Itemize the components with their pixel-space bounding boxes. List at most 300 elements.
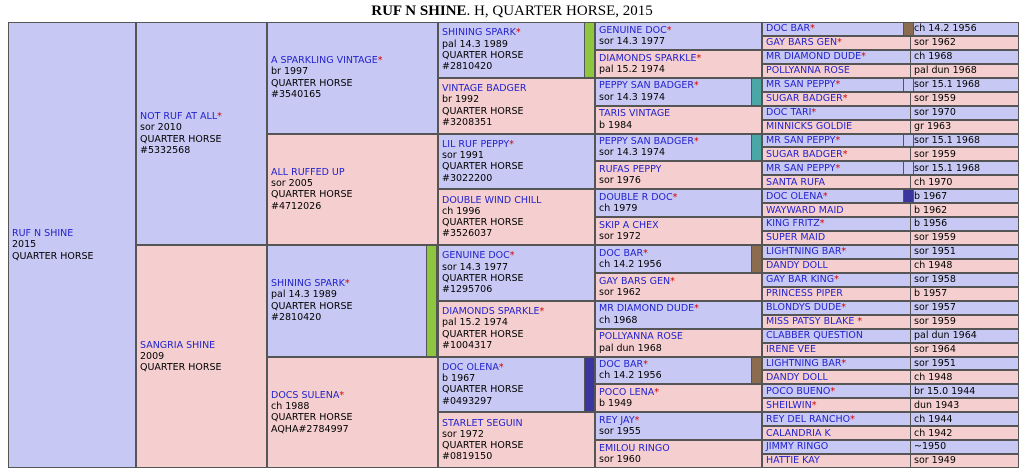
horse-name-line: [599, 248, 758, 259]
ancestor-breed: QUARTER HORSE: [140, 362, 222, 374]
horse-name-line: [599, 136, 758, 147]
coat-color-strip: [903, 161, 914, 175]
horse-name-line: [766, 149, 848, 160]
ancestor-color-year: ch 1944: [910, 413, 1018, 425]
ancestor-color-year: sor 1955: [599, 426, 641, 438]
horse-name-link[interactable]: MINNICKS GOLDIE: [766, 120, 853, 132]
gen6-row: [766, 330, 1018, 342]
ancestor-color-year: pal 14.3 1989: [442, 38, 508, 50]
pedigree-chart: [0, 22, 1024, 468]
gen5-ancestor-cell: [595, 440, 762, 468]
great-grandparent-cell: [438, 412, 595, 468]
ancestor-reg-number: #3540165: [271, 89, 322, 101]
horse-name-line: [442, 27, 591, 38]
horse-name-link[interactable]: POCO LENA: [599, 387, 655, 399]
horse-name-link[interactable]: DOC TARI: [766, 106, 812, 118]
registered-star: *: [344, 278, 350, 290]
ancestor-color-year: sor 1960: [599, 454, 641, 466]
registered-star: *: [634, 414, 640, 426]
ancestor-breed: QUARTER HORSE: [442, 49, 524, 61]
ancestor-reg-number: #2810420: [271, 312, 322, 324]
ancestor-info: [442, 195, 591, 240]
ancestor-color-year: sor 1959: [910, 148, 1018, 160]
horse-name-line: [766, 386, 835, 397]
horse-name-line: [766, 414, 855, 425]
horse-name-line: [766, 93, 848, 104]
ancestor-reg-number: #0819150: [442, 451, 493, 463]
ancestor-color-year: ch 1948: [910, 260, 1018, 272]
horse-name-line: [442, 250, 591, 261]
horse-name-line: [442, 83, 591, 94]
horse-name-line: [766, 246, 846, 257]
horse-name-line: [766, 191, 828, 202]
gen6-row: [766, 344, 1018, 356]
horse-name-link[interactable]: DIAMONDS SPARKLE: [442, 306, 540, 318]
horse-name-link[interactable]: DOC BAR: [599, 359, 644, 371]
registered-star: *: [377, 55, 383, 67]
ancestor-color-year: br 1997: [271, 66, 309, 78]
registered-star: *: [693, 136, 699, 148]
horse-name-link[interactable]: REY JAY: [599, 414, 635, 426]
horse-name-link[interactable]: DANDY DOLL: [766, 260, 828, 272]
coat-color-strip: [903, 78, 914, 92]
horse-name-link[interactable]: GAY BARS GEN: [599, 275, 671, 287]
horse-name-link[interactable]: CLABBER QUESTION: [766, 329, 863, 341]
ancestor-color-year: b 1957: [910, 288, 1018, 300]
ancestor-color-year: sor 1949: [910, 455, 1018, 467]
horse-name-line: [599, 80, 758, 91]
horse-name-link[interactable]: MR DIAMOND DUDE: [766, 51, 862, 63]
horse-name-line: [766, 205, 844, 216]
horse-name-line: [599, 359, 758, 370]
ancestor-reg-number: #3526037: [442, 228, 493, 240]
horse-name-link[interactable]: POCO BUENO: [766, 385, 831, 397]
gen6-ancestor-cell: [762, 64, 1019, 78]
horse-name-link[interactable]: VINTAGE BADGER: [442, 83, 527, 95]
ancestor-color-year: ch 1988: [271, 400, 310, 412]
horse-name-link[interactable]: PRINCESS PIPER: [766, 288, 843, 300]
horse-name-line: [271, 278, 434, 289]
registered-star: *: [811, 106, 817, 118]
horse-name-line: [271, 390, 434, 401]
registered-star: *: [696, 52, 702, 64]
ancestor-color-year: b 1949: [599, 398, 633, 410]
horse-name-link[interactable]: SHINING SPARK: [271, 278, 345, 290]
registered-star: *: [837, 37, 842, 49]
horse-name-line: [766, 372, 828, 383]
horse-name-line: [442, 195, 591, 206]
gen6-row: [766, 413, 1018, 425]
horse-name-link[interactable]: DANDY DOLL: [766, 371, 828, 383]
ancestor-color-year: sor 1959: [910, 93, 1018, 105]
horse-name-link[interactable]: RUF N SHINE: [12, 228, 74, 240]
ancestor-reg-number: #5332568: [140, 144, 191, 156]
coat-color-strip: [903, 134, 914, 148]
horse-name-line: [599, 192, 758, 203]
horse-name-line: [12, 228, 132, 239]
horse-name-link[interactable]: DOC BAR: [766, 23, 811, 35]
gen6-row: [766, 107, 1018, 119]
gen5-ancestor-cell: [595, 78, 762, 106]
sire-dam-cell: [136, 22, 267, 245]
registered-star: *: [672, 191, 678, 203]
horse-name-line: [442, 306, 591, 317]
ancestor-color-year: sor 1951: [910, 246, 1018, 258]
ancestor-color-year: ch 1996: [442, 205, 481, 217]
gen6-row: [766, 371, 1018, 383]
coat-color-strip: [426, 245, 437, 357]
registered-star: *: [509, 138, 514, 150]
coat-color-strip: [751, 357, 762, 385]
ancestor-color-year: sor 1959: [910, 316, 1018, 328]
horse-name-line: [599, 443, 758, 454]
ancestor-color-year: br 15.0 1944: [910, 385, 1018, 397]
ancestor-color-year: b 1967: [910, 190, 1018, 202]
ancestor-info: [442, 362, 591, 407]
horse-name-link[interactable]: SUGAR BADGER: [766, 93, 843, 104]
title-horse-name: RUF N SHINE: [371, 3, 467, 19]
ancestor-reg-number: #1295706: [442, 284, 493, 296]
gen6-row: [766, 455, 1018, 467]
gen6-ancestor-cell: [762, 384, 1019, 398]
gen6-ancestor-cell: [762, 301, 1019, 315]
ancestor-info: [442, 27, 591, 72]
ancestor-color-year: pal 15.2 1974: [599, 63, 665, 75]
gen6-ancestor-cell: [762, 454, 1019, 468]
horse-name-line: [140, 111, 263, 122]
ancestor-color-year: ch 14.2 1956: [910, 23, 1018, 35]
horse-name-link[interactable]: MR SAN PEPPY: [766, 162, 836, 174]
horse-name-line: [766, 316, 862, 327]
gen6-ancestor-cell: [762, 50, 1019, 64]
great-grandparent-cell: [438, 22, 595, 78]
ancestor-color-year: sor 1958: [910, 274, 1018, 286]
horse-name-link[interactable]: MR SAN PEPPY: [766, 134, 836, 146]
registered-star: *: [835, 162, 841, 174]
gen6-ancestor-cell: [762, 189, 1019, 203]
horse-name-link[interactable]: STARLET SEGUIN: [442, 417, 523, 429]
gen6-ancestor-cell: [762, 398, 1019, 412]
registered-star: *: [217, 110, 222, 122]
horse-name-line: [442, 139, 591, 150]
registered-star: *: [842, 93, 848, 104]
horse-name-link[interactable]: TARIS VINTAGE: [599, 108, 671, 120]
ancestor-breed: QUARTER HORSE: [442, 161, 524, 173]
gen6-row: [766, 246, 1018, 258]
registered-star: *: [819, 218, 825, 230]
gen5-ancestor-cell: [595, 134, 762, 162]
horse-name-link[interactable]: WAYWARD MAID: [766, 204, 844, 216]
gen6-ancestor-cell: [762, 92, 1019, 106]
horse-name-link[interactable]: MISS PATSY BLAKE: [766, 316, 855, 327]
ancestor-color-year: sor 14.3 1974: [599, 147, 666, 159]
ancestor-color-year: 2009: [140, 350, 165, 362]
ancestor-info: [271, 278, 434, 323]
gen6-row: [766, 162, 1018, 174]
ancestor-breed: QUARTER HORSE: [442, 217, 524, 229]
horse-name-line: [599, 415, 758, 426]
ancestor-color-year: sor 15.1 1968: [910, 79, 1018, 91]
gen6-row: [766, 385, 1018, 397]
horse-name-link[interactable]: A SPARKLING VINTAGE: [271, 55, 378, 67]
coat-color-strip: [751, 134, 762, 162]
gen5-ancestor-cell: [595, 50, 762, 78]
great-grandparent-cell: [438, 78, 595, 134]
registered-star: *: [822, 190, 828, 202]
registered-star: *: [643, 359, 648, 371]
ancestor-reg-number: #3022200: [442, 172, 493, 184]
ancestor-color-year: b 1967: [442, 373, 476, 385]
horse-name-line: [766, 232, 825, 243]
ancestor-color-year: sor 1972: [442, 428, 484, 440]
registered-star: *: [841, 302, 847, 314]
gen6-row: [766, 260, 1018, 272]
gen6-row: [766, 274, 1018, 286]
registered-star: *: [841, 246, 847, 258]
gen6-ancestor-cell: [762, 231, 1019, 245]
horse-name-link[interactable]: SUGAR BADGER: [766, 148, 843, 160]
gen6-ancestor-cell: [762, 412, 1019, 426]
horse-name-link[interactable]: DOC OLENA: [442, 361, 499, 373]
gen6-row: [766, 51, 1018, 63]
horse-name-line: [766, 121, 852, 132]
gen5-ancestor-cell: [595, 384, 762, 412]
gen6-ancestor-cell: [762, 273, 1019, 287]
horse-name-link[interactable]: REY DEL RANCHO: [766, 413, 851, 425]
ancestor-color-year: ch 1968: [910, 51, 1018, 63]
ancestor-color-year: sor 1972: [599, 231, 641, 243]
horse-name-link[interactable]: HATTIE KAY: [766, 455, 820, 467]
ancestor-info: [442, 83, 591, 128]
horse-name-link[interactable]: LIGHTNING BAR: [766, 246, 842, 258]
horse-name-line: [599, 108, 758, 119]
horse-name-link[interactable]: LIGHTNING BAR: [766, 357, 842, 369]
ancestor-color-year: sor 1970: [910, 107, 1018, 119]
horse-name-link[interactable]: DIAMONDS SPARKLE: [599, 52, 697, 64]
horse-name-line: [766, 135, 840, 146]
coat-color-strip: [584, 357, 595, 413]
gen6-ancestor-cell: [762, 370, 1019, 384]
ancestor-color-year: sor 1962: [910, 37, 1018, 49]
gen6-ancestor-cell: [762, 329, 1019, 343]
coat-color-strip: [903, 22, 914, 36]
registered-star: *: [861, 51, 866, 63]
horse-name-line: [766, 274, 839, 285]
horse-name-link[interactable]: MR DIAMOND DUDE: [599, 303, 695, 315]
horse-name-link[interactable]: SHINING SPARK: [442, 27, 516, 39]
grandparent-cell: [267, 357, 438, 468]
gen6-ancestor-cell: [762, 217, 1019, 231]
horse-name-line: [766, 51, 866, 62]
horse-name-line: [766, 65, 850, 76]
horse-name-link[interactable]: DOC OLENA: [766, 190, 823, 202]
horse-name-link[interactable]: JIMMY RINGO: [766, 441, 829, 453]
horse-name-link[interactable]: GENUINE DOC: [599, 24, 667, 36]
horse-name-line: [599, 25, 758, 36]
horse-name-link[interactable]: GAY BAR KING: [766, 274, 835, 286]
ancestor-color-year: sor 1957: [910, 302, 1018, 314]
registered-star: *: [694, 303, 699, 315]
page-title: [0, 0, 1024, 22]
gen6-ancestor-cell: [762, 203, 1019, 217]
gen6-ancestor-cell: [762, 287, 1019, 301]
horse-name-link[interactable]: KING FRITZ: [766, 218, 820, 230]
ancestor-breed: QUARTER HORSE: [442, 384, 524, 396]
horse-name-link[interactable]: PEPPY SAN BADGER: [599, 80, 694, 92]
ancestor-color-year: pal 14.3 1989: [271, 289, 337, 301]
gen6-row: [766, 288, 1018, 300]
horse-name-line: [766, 400, 816, 411]
horse-name-line: [766, 23, 815, 34]
gen6-row: [766, 441, 1018, 453]
horse-name-link[interactable]: SKIP A CHEX: [599, 219, 659, 231]
gen6-ancestor-cell: [762, 78, 1019, 92]
gen5-ancestor-cell: [595, 161, 762, 189]
gen6-ancestor-cell: [762, 161, 1019, 175]
horse-name-link[interactable]: CALANDRIA K: [766, 427, 831, 439]
horse-name-link[interactable]: BLONDYS DUDE: [766, 302, 842, 314]
horse-name-line: [766, 37, 842, 48]
ancestor-color-year: ~1950: [910, 441, 1018, 453]
horse-name-link[interactable]: SANGRIA SHINE: [140, 339, 216, 351]
ancestor-breed: QUARTER HORSE: [442, 105, 524, 117]
horse-name-link[interactable]: GENUINE DOC: [442, 250, 510, 262]
subject-horse-cell: [8, 22, 136, 468]
gen6-row: [766, 148, 1018, 160]
horse-name-link[interactable]: POLLYANNA ROSE: [599, 331, 683, 343]
grandparent-cell: [267, 134, 438, 246]
horse-name-line: [766, 218, 824, 229]
gen6-row: [766, 316, 1018, 328]
registered-star: *: [810, 23, 815, 35]
ancestor-color-year: ch 14.2 1956: [599, 258, 662, 270]
grandparent-cell: [267, 22, 438, 134]
horse-name-line: [766, 344, 816, 355]
ancestor-color-year: ch 1979: [599, 203, 638, 215]
ancestor-reg-number: AQHA#2784997: [271, 423, 349, 435]
horse-name-line: [766, 455, 820, 466]
ancestor-breed: QUARTER HORSE: [271, 77, 353, 89]
horse-name-link[interactable]: PEPPY SAN BADGER: [599, 136, 694, 148]
registered-star: *: [509, 250, 515, 262]
registered-star: *: [830, 385, 836, 397]
ancestor-reg-number: #1004317: [442, 339, 493, 351]
ancestor-info: [271, 390, 434, 435]
gen6-ancestor-cell: [762, 245, 1019, 259]
horse-name-link[interactable]: EMILOU RINGO: [599, 442, 670, 454]
horse-name-line: [442, 362, 591, 373]
ancestor-color-year: sor 1976: [599, 175, 641, 187]
registered-star: *: [850, 413, 855, 425]
horse-name-link[interactable]: DOCS SULENA: [271, 389, 340, 401]
horse-name-link[interactable]: RUFAS PEPPY: [599, 164, 662, 176]
ancestor-color-year: sor 14.3 1977: [442, 261, 509, 273]
gen6-row: [766, 37, 1018, 49]
ancestor-color-year: sor 15.1 1968: [910, 135, 1018, 147]
horse-name-line: [599, 164, 758, 175]
horse-name-link[interactable]: DOUBLE WIND CHILL: [442, 194, 542, 206]
horse-name-link[interactable]: IRENE VEE: [766, 343, 817, 355]
gen6-ancestor-cell: [762, 343, 1019, 357]
horse-name-line: [140, 340, 263, 351]
horse-name-link[interactable]: DOC BAR: [599, 247, 644, 259]
registered-star: *: [842, 148, 848, 160]
ancestor-color-year: sor 1964: [910, 344, 1018, 356]
gen5-ancestor-cell: [595, 412, 762, 440]
ancestor-color-year: sor 1959: [910, 232, 1018, 244]
ancestor-color-year: b 1956: [910, 218, 1018, 230]
horse-name-line: [271, 55, 434, 66]
gen6-ancestor-cell: [762, 315, 1019, 329]
horse-name-line: [599, 276, 758, 287]
gen6-row: [766, 135, 1018, 147]
horse-name-line: [599, 331, 758, 342]
horse-name-link[interactable]: DOUBLE R DOC: [599, 191, 673, 203]
horse-name-link[interactable]: POLLYANNA ROSE: [766, 65, 850, 77]
horse-name-link[interactable]: LIL RUF PEPPY: [442, 138, 510, 150]
horse-name-link[interactable]: NOT RUF AT ALL: [140, 110, 218, 122]
great-grandparent-cell: [438, 189, 595, 245]
gen6-ancestor-cell: [762, 259, 1019, 273]
horse-name-line: [766, 163, 840, 174]
registered-star: *: [643, 247, 648, 259]
gen6-row: [766, 358, 1018, 370]
gen5-ancestor-cell: [595, 217, 762, 245]
registered-star: *: [841, 357, 847, 369]
great-grandparent-cell: [438, 134, 595, 190]
ancestor-reg-number: #0493297: [442, 395, 493, 407]
gen5-ancestor-cell: [595, 106, 762, 134]
great-grandparent-cell: [438, 245, 595, 301]
horse-name-link[interactable]: MR SAN PEPPY: [766, 79, 836, 91]
horse-name-line: [766, 107, 816, 118]
horse-name-link[interactable]: GAY BARS GEN: [766, 37, 838, 49]
ancestor-info: [140, 111, 263, 156]
ancestor-info: [442, 139, 591, 184]
registered-star: *: [834, 274, 839, 286]
horse-name-link[interactable]: SUPER MAID: [766, 232, 826, 244]
ancestor-reg-number: #2810420: [442, 61, 493, 73]
horse-name-link[interactable]: ALL RUFFED UP: [271, 166, 345, 178]
registered-star: *: [835, 79, 841, 91]
ancestor-info: [271, 55, 434, 100]
gen6-ancestor-cell: [762, 357, 1019, 371]
gen6-ancestor-cell: [762, 440, 1019, 454]
title-rest: . H, QUARTER HORSE, 2015: [466, 3, 653, 19]
horse-name-link[interactable]: SANTA RUFA: [766, 176, 826, 188]
ancestor-color-year: ch 1948: [910, 371, 1018, 383]
registered-star: *: [666, 24, 672, 36]
horse-name-link[interactable]: SHEILWIN: [766, 399, 812, 411]
gen6-row: [766, 204, 1018, 216]
ancestor-color-year: sor 1962: [599, 286, 641, 298]
registered-star: *: [339, 389, 345, 401]
gen6-row: [766, 65, 1018, 77]
grandparent-cell: [267, 245, 438, 357]
gen6-row: [766, 93, 1018, 105]
horse-name-line: [766, 428, 831, 439]
registered-star: *: [854, 316, 863, 327]
ancestor-color-year: sor 14.3 1974: [599, 91, 666, 103]
gen5-ancestor-cell: [595, 273, 762, 301]
ancestor-color-year: pal dun 1968: [910, 65, 1018, 77]
gen6-ancestor-cell: [762, 22, 1019, 36]
ancestor-color-year: sor 1951: [910, 358, 1018, 370]
great-grandparent-cell: [438, 357, 595, 413]
coat-color-strip: [751, 245, 762, 273]
ancestor-breed: QUARTER HORSE: [140, 133, 222, 145]
gen5-ancestor-cell: [595, 301, 762, 329]
